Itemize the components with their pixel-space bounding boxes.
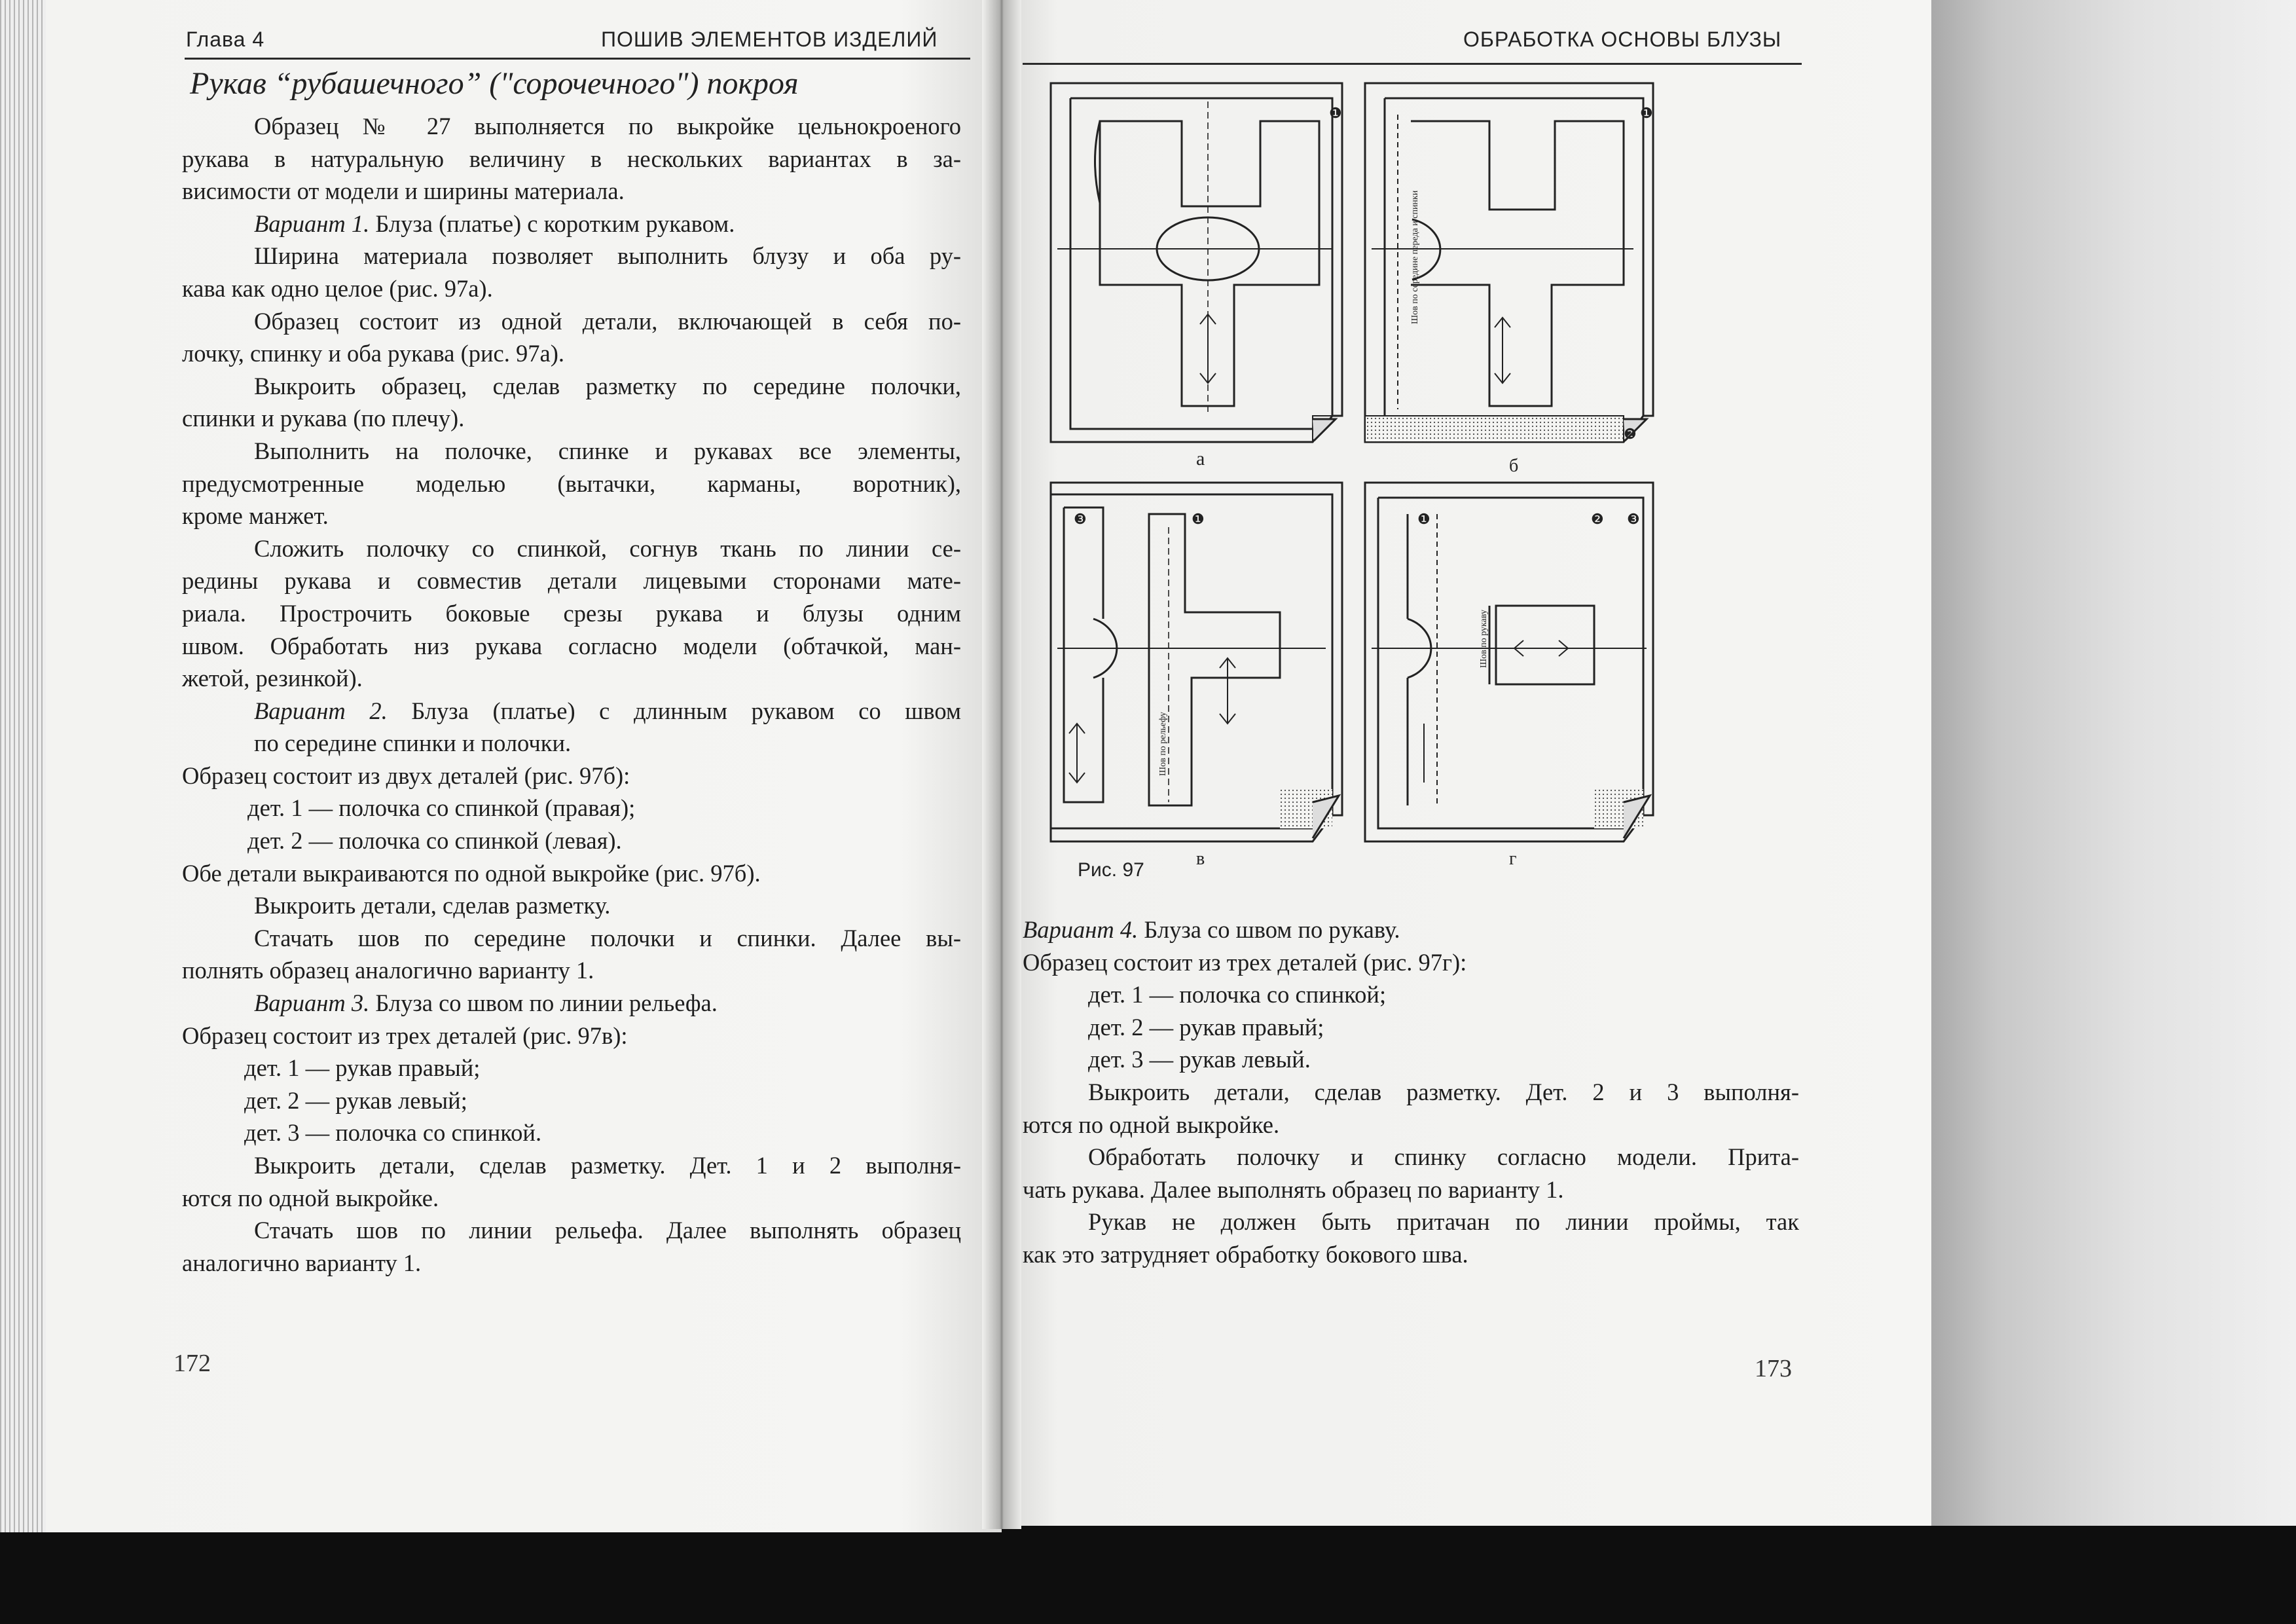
left-running-header: ПОШИВ ЭЛЕМЕНТОВ ИЗДЕЛИЙ (601, 28, 938, 51)
chapter-label: Глава 4 (186, 28, 265, 51)
text-line: Образец состоит из трех деталей (рис. 97г): (1023, 948, 1467, 976)
text-line: Обе детали выкраиваются по одной выкройке (рис. 97б). (182, 859, 761, 887)
text-line: по середине спинки и полочки. (254, 729, 572, 757)
text-line: Выкроить детали, сделав разметку. (254, 892, 611, 919)
svg-text:❶: ❶ (1192, 511, 1205, 527)
text-line: ются по одной выкройке. (1023, 1111, 1280, 1138)
section-title: Рукав “рубашечного” ("сорочечного") покроя (190, 66, 799, 101)
text-line: Ширина материала позволяет выполнить блузу и оба ру- (254, 242, 961, 270)
text-line: полнять образец аналогично варианту 1. (182, 957, 594, 984)
text-line: дет. 2 — рукав правый; (1088, 1013, 1324, 1041)
svg-text:г: г (1509, 849, 1517, 869)
text-line: как это затрудняет обработку бокового шва. (1023, 1240, 1468, 1268)
text-line: дет. 3 — полочка со спинкой. (244, 1119, 542, 1147)
text-line: дет. 2 — полочка со спинкой (левая). (247, 827, 622, 855)
text-line: аналогично варианту 1. (182, 1249, 422, 1276)
text-line: спинки и рукава (по плечу). (182, 405, 465, 432)
pattern-diagram (1044, 75, 1653, 869)
svg-text:❸: ❸ (1074, 511, 1087, 527)
text-line: чать рукава. Далее выполнять образец по варианту 1. (1023, 1175, 1564, 1203)
text-line: дет. 3 — рукав левый. (1088, 1046, 1311, 1073)
text-line: Выполнить на полочке, спинке и рукавах все элементы, (254, 437, 961, 464)
text-line: предусмотренные моделью (вытачки, карманы, воротник), (182, 470, 961, 497)
variant-label: Вариант 3. (254, 989, 370, 1017)
text-line: Выкроить детали, сделав разметку. Дет. 2 и 3 выполня- (1088, 1078, 1799, 1105)
text-line: кава как одно целое (рис. 97а). (182, 274, 493, 302)
text-line: Стачать шов по линии рельефа. Далее выполнять образец (254, 1217, 961, 1244)
text-line: Обработать полочку и спинку согласно модели. Прита- (1088, 1143, 1799, 1171)
book-spine (982, 0, 1021, 1529)
right-running-header: ОБРАБОТКА ОСНОВЫ БЛУЗЫ (1463, 28, 1782, 51)
figure-caption: Рис. 97 (1078, 859, 1144, 881)
figure-97 (1044, 75, 1653, 869)
text-line: висимости от модели и ширины материала. (182, 177, 625, 205)
panel-a (1051, 83, 1342, 470)
svg-text:❶: ❶ (1417, 511, 1430, 527)
text-line: Выкроить образец, сделав разметку по середине полочки, (254, 372, 961, 399)
text-line: дет. 2 — рукав левый; (244, 1086, 467, 1114)
variant-label: Вариант 4. (1023, 916, 1139, 943)
svg-text:❷: ❷ (1624, 426, 1637, 442)
variant-label: Вариант 2. (254, 697, 388, 724)
right-body-text (1023, 913, 1799, 1271)
text-line: Стачать шов по середине полочки и спинки. Далее вы- (254, 924, 961, 951)
panel-g (1365, 483, 1653, 869)
svg-text:❶: ❶ (1329, 105, 1342, 121)
right-header-rule (1023, 63, 1802, 65)
text-line: лочку, спинку и оба рукава (рис. 97а). (182, 340, 564, 367)
svg-text:в: в (1196, 849, 1205, 869)
scan-margin (1899, 0, 2296, 1624)
text-line: Вариант 3. Блуза со швом по линии рельефа. (254, 989, 718, 1017)
text-line: дет. 1 — полочка со спинкой (правая); (247, 794, 636, 822)
text-line: швом. Обработать низ рукава согласно модели (обтачкой, ман- (182, 632, 961, 659)
text-line: ются по одной выкройке. (182, 1184, 439, 1211)
left-page-number: 172 (173, 1350, 211, 1377)
panel-b (1365, 83, 1653, 476)
text-line: Образец состоит из трех деталей (рис. 97в): (182, 1022, 628, 1049)
left-body-text (182, 110, 961, 1279)
svg-text:б: б (1509, 456, 1519, 476)
svg-text:❶: ❶ (1640, 105, 1653, 121)
text-line: риала. Прострочить боковые срезы рукава и блузы одним (182, 599, 961, 627)
svg-text:Шов по рукаву: Шов по рукаву (1479, 610, 1489, 668)
panel-v (1051, 483, 1342, 869)
text-line: кроме манжет. (182, 502, 329, 530)
text-line: Сложить полочку со спинкой, согнув ткань по линии се- (254, 534, 961, 562)
text-line: редины рукава и совместив детали лицевыми сторонами мате- (182, 567, 961, 595)
svg-text:❷: ❷ (1591, 511, 1604, 527)
left-header-rule (185, 58, 970, 60)
svg-text:а: а (1196, 448, 1205, 470)
text-line: Образец № 27 выполняется по выкройке цельнокроеного (254, 113, 961, 139)
text-line: Выкроить детали, сделав разметку. Дет. 1 и 2 выполня- (254, 1152, 961, 1179)
svg-text:Шов по середине переда и спинк: Шов по середине переда и спинки (1410, 190, 1420, 324)
text-line: Образец состоит из двух деталей (рис. 97б): (182, 762, 630, 789)
text-line: Вариант 4. Блуза со швом по рукаву. (1023, 916, 1400, 943)
text-line: жетой, резинкой). (182, 665, 363, 692)
text-line: Вариант 1. Блуза (платье) с коротким рукавом. (254, 210, 735, 237)
page-stack-edges (0, 0, 46, 1532)
svg-text:Шов по рельефу: Шов по рельефу (1158, 712, 1168, 776)
right-page-number: 173 (1755, 1355, 1792, 1382)
text-line: Вариант 2. Блуза (платье) с длинным рукавом со швом (254, 697, 961, 724)
variant-label: Вариант 1. (254, 210, 370, 237)
svg-text:❸: ❸ (1627, 511, 1640, 527)
text-line: дет. 1 — рукав правый; (244, 1054, 481, 1082)
text-line: Образец состоит из одной детали, включающей в себя по- (254, 307, 961, 335)
scanner-edge (0, 1526, 2296, 1624)
text-line: Рукав не должен быть притачан по линии проймы, так (1088, 1208, 1799, 1236)
text-line: рукава в натуральную величину в нескольких вариантах в за- (182, 145, 961, 172)
text-line: дет. 1 — полочка со спинкой; (1088, 981, 1387, 1008)
